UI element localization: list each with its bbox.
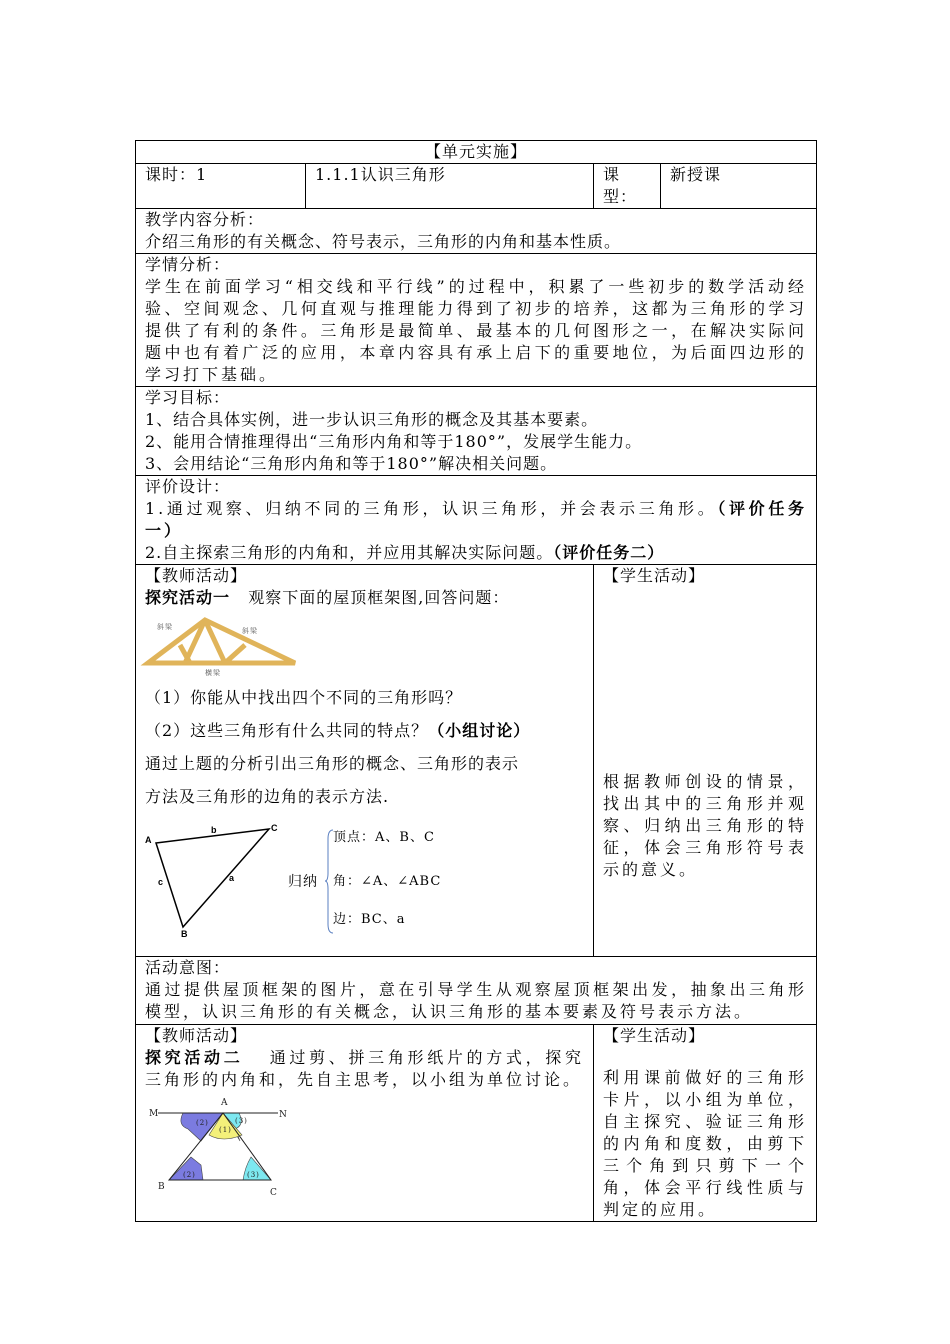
student-label: 【学生活动】 bbox=[603, 1026, 706, 1045]
activity-intent bbox=[136, 957, 817, 1025]
roof-label: 横梁 bbox=[205, 669, 221, 677]
student-analysis-label: 学情分析： bbox=[145, 255, 231, 274]
angle-3-label: (3) bbox=[235, 1117, 248, 1125]
activity1-teacher bbox=[136, 565, 594, 957]
unit-implementation-table bbox=[135, 140, 817, 1222]
activity2-student bbox=[594, 1025, 817, 1222]
summary-line-2: 方法及三角形的边角的表示方法. bbox=[145, 787, 390, 806]
content-analysis-label: 教学内容分析： bbox=[145, 210, 265, 229]
student-analysis bbox=[136, 254, 817, 387]
point-b-label: B bbox=[158, 1182, 166, 1192]
evaluation-item-2: 2.自主探索三角形的内角和，并应用其解决实际问题。 bbox=[145, 543, 554, 562]
activity2-title: 探究活动二 bbox=[145, 1048, 244, 1067]
teacher-label: 【教师活动】 bbox=[145, 1026, 248, 1045]
intent-label: 活动意图： bbox=[145, 958, 231, 977]
activity2-teacher bbox=[136, 1025, 594, 1222]
point-c-label: C bbox=[270, 1188, 278, 1198]
lesson-type-value: 新授课 bbox=[661, 164, 817, 209]
roof-frame-image bbox=[145, 615, 305, 677]
vertex-c-label: C bbox=[271, 823, 279, 833]
goal-item: 3、会用结论“三角形内角和等于180°”解决相关问题。 bbox=[145, 454, 558, 473]
question-2: （2）这些三角形有什么共同的特点？ bbox=[145, 721, 429, 740]
side-text: 边：BC、a bbox=[333, 912, 406, 927]
evaluation-item-1: 1.通过观察、归纳不同的三角形，认识三角形，并会表示三角形。 bbox=[145, 499, 718, 518]
table-header: 【单元实施】 bbox=[136, 141, 817, 164]
roof-label: 斜梁 bbox=[157, 623, 173, 631]
activity2-student-text: 利用课前做好的三角形卡片，以小组为单位，自主探究、验证三角形的内角和度数，由剪下三个角到只剪下一个角，体会平行线性质与判定的应用。 bbox=[603, 1068, 808, 1219]
question-1: （1）你能从中找出四个不同的三角形吗？ bbox=[145, 688, 463, 707]
content-analysis-text: 介绍三角形的有关概念、符号表示，三角形的内角和基本性质。 bbox=[145, 232, 622, 251]
evaluation-tag-2: （评价任务二） bbox=[553, 543, 665, 562]
point-m-label: M bbox=[149, 1109, 160, 1119]
summary-line-1: 通过上题的分析引出三角形的概念、三角形的表示 bbox=[145, 754, 520, 773]
triangle-abc-figure bbox=[141, 823, 291, 938]
goals-label: 学习目标： bbox=[145, 388, 231, 407]
side-c-label: c bbox=[158, 877, 165, 887]
activity1-intro: 观察下面的屋顶框架图,回答问题： bbox=[248, 588, 510, 607]
angle-2-label: (2) bbox=[183, 1171, 196, 1179]
angle-2-label: (2) bbox=[196, 1119, 209, 1127]
angle-text: 角：∠A、∠ABC bbox=[333, 874, 442, 889]
induction-label: 归纳 bbox=[288, 874, 318, 890]
evaluation-tag-1: （评价任务一） bbox=[145, 499, 807, 540]
learning-goals bbox=[136, 387, 817, 476]
vertex-b-label: B bbox=[181, 929, 189, 939]
question-2-tag: （小组讨论） bbox=[428, 721, 531, 740]
activity2-intro: 通过剪、拼三角形纸片的方式，探究三角形的内角和，先自主思考，以小组为单位讨论。 bbox=[145, 1048, 584, 1089]
side-a-label: a bbox=[229, 873, 236, 883]
lesson-type-label: 课型： bbox=[594, 164, 661, 209]
activity1-student-text: 根据教师创设的情景，找出其中的三角形并观察、归纳出三角形的特征，体会三角形符号表示的意义。 bbox=[603, 772, 808, 879]
activity1-title: 探究活动一 bbox=[145, 588, 231, 607]
roof-label: 斜梁 bbox=[242, 627, 258, 635]
evaluation-label: 评价设计： bbox=[145, 477, 231, 496]
student-analysis-text: 学生在前面学习“相交线和平行线”的过程中，积累了一些初步的数学活动经验、空间观念、几何直观与推理能力得到了初步的培养，这都为三角形的学习提供了有利的条件。三角形是最简单、最基本的几何图形之一，在解决实际问题中也有着广泛的应用，本章内容具有承上启下的重要地位，为后面四边形的学习打下基础。 bbox=[145, 277, 808, 384]
goal-item: 2、能用合情推理得出“三角形内角和等于180°”，发展学生能力。 bbox=[145, 432, 643, 451]
lesson-title: 1.1.1认识三角形 bbox=[306, 164, 594, 209]
angle-1-label: (1) bbox=[219, 1126, 232, 1134]
intent-text: 通过提供屋顶框架的图片，意在引导学生从观察屋顶框架出发，抽象出三角形模型，认识三角形的有关概念，认识三角形的基本要素及符号表示方法。 bbox=[145, 980, 808, 1021]
angle-3-label: (3) bbox=[247, 1171, 260, 1179]
student-label: 【学生活动】 bbox=[603, 566, 706, 585]
point-a-label: A bbox=[221, 1098, 229, 1108]
teacher-label: 【教师活动】 bbox=[145, 566, 248, 585]
activity1-student bbox=[594, 565, 817, 957]
lesson-hours: 课时：1 bbox=[136, 164, 306, 209]
evaluation-design bbox=[136, 476, 817, 565]
side-b-label: b bbox=[211, 825, 218, 835]
goal-item: 1、结合具体实例，进一步认识三角形的概念及其基本要素。 bbox=[145, 410, 599, 429]
angle-sum-figure bbox=[143, 1095, 288, 1198]
vertex-text: 顶点：A、B、C bbox=[333, 830, 435, 845]
content-analysis bbox=[136, 209, 817, 254]
point-n-label: N bbox=[279, 1110, 288, 1120]
vertex-a-label: A bbox=[145, 835, 153, 845]
